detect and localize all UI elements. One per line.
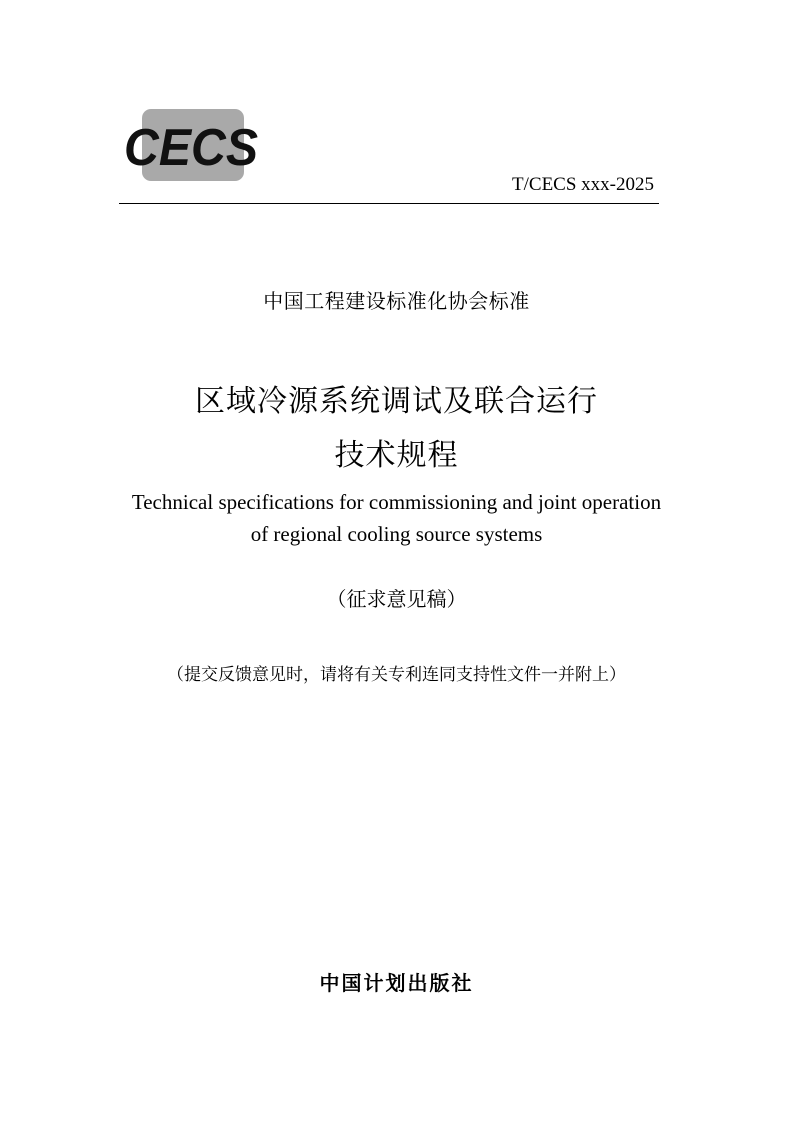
issuing-association: 中国工程建设标准化协会标准 — [263, 289, 530, 313]
draft-status: （征求意见稿） — [326, 587, 467, 611]
header-divider — [119, 203, 659, 204]
title-zh-line2: 技术规程 — [334, 438, 459, 473]
submission-note: （提交反馈意见时，请将有关专利连同支持性文件一并附上） — [167, 665, 626, 685]
title-en-line1: Technical specifications for commissioning and joint operation — [131, 490, 662, 514]
cecs-logo — [124, 109, 262, 181]
title-zh-line1: 区域冷源系统调试及联合运行 — [195, 384, 598, 419]
publisher-name: 中国计划出版社 — [319, 971, 474, 995]
logo-text: CECS — [124, 119, 259, 177]
title-en-line2: of regional cooling source systems — [250, 522, 543, 546]
standard-number: T/CECS xxx-2025 — [512, 174, 654, 195]
